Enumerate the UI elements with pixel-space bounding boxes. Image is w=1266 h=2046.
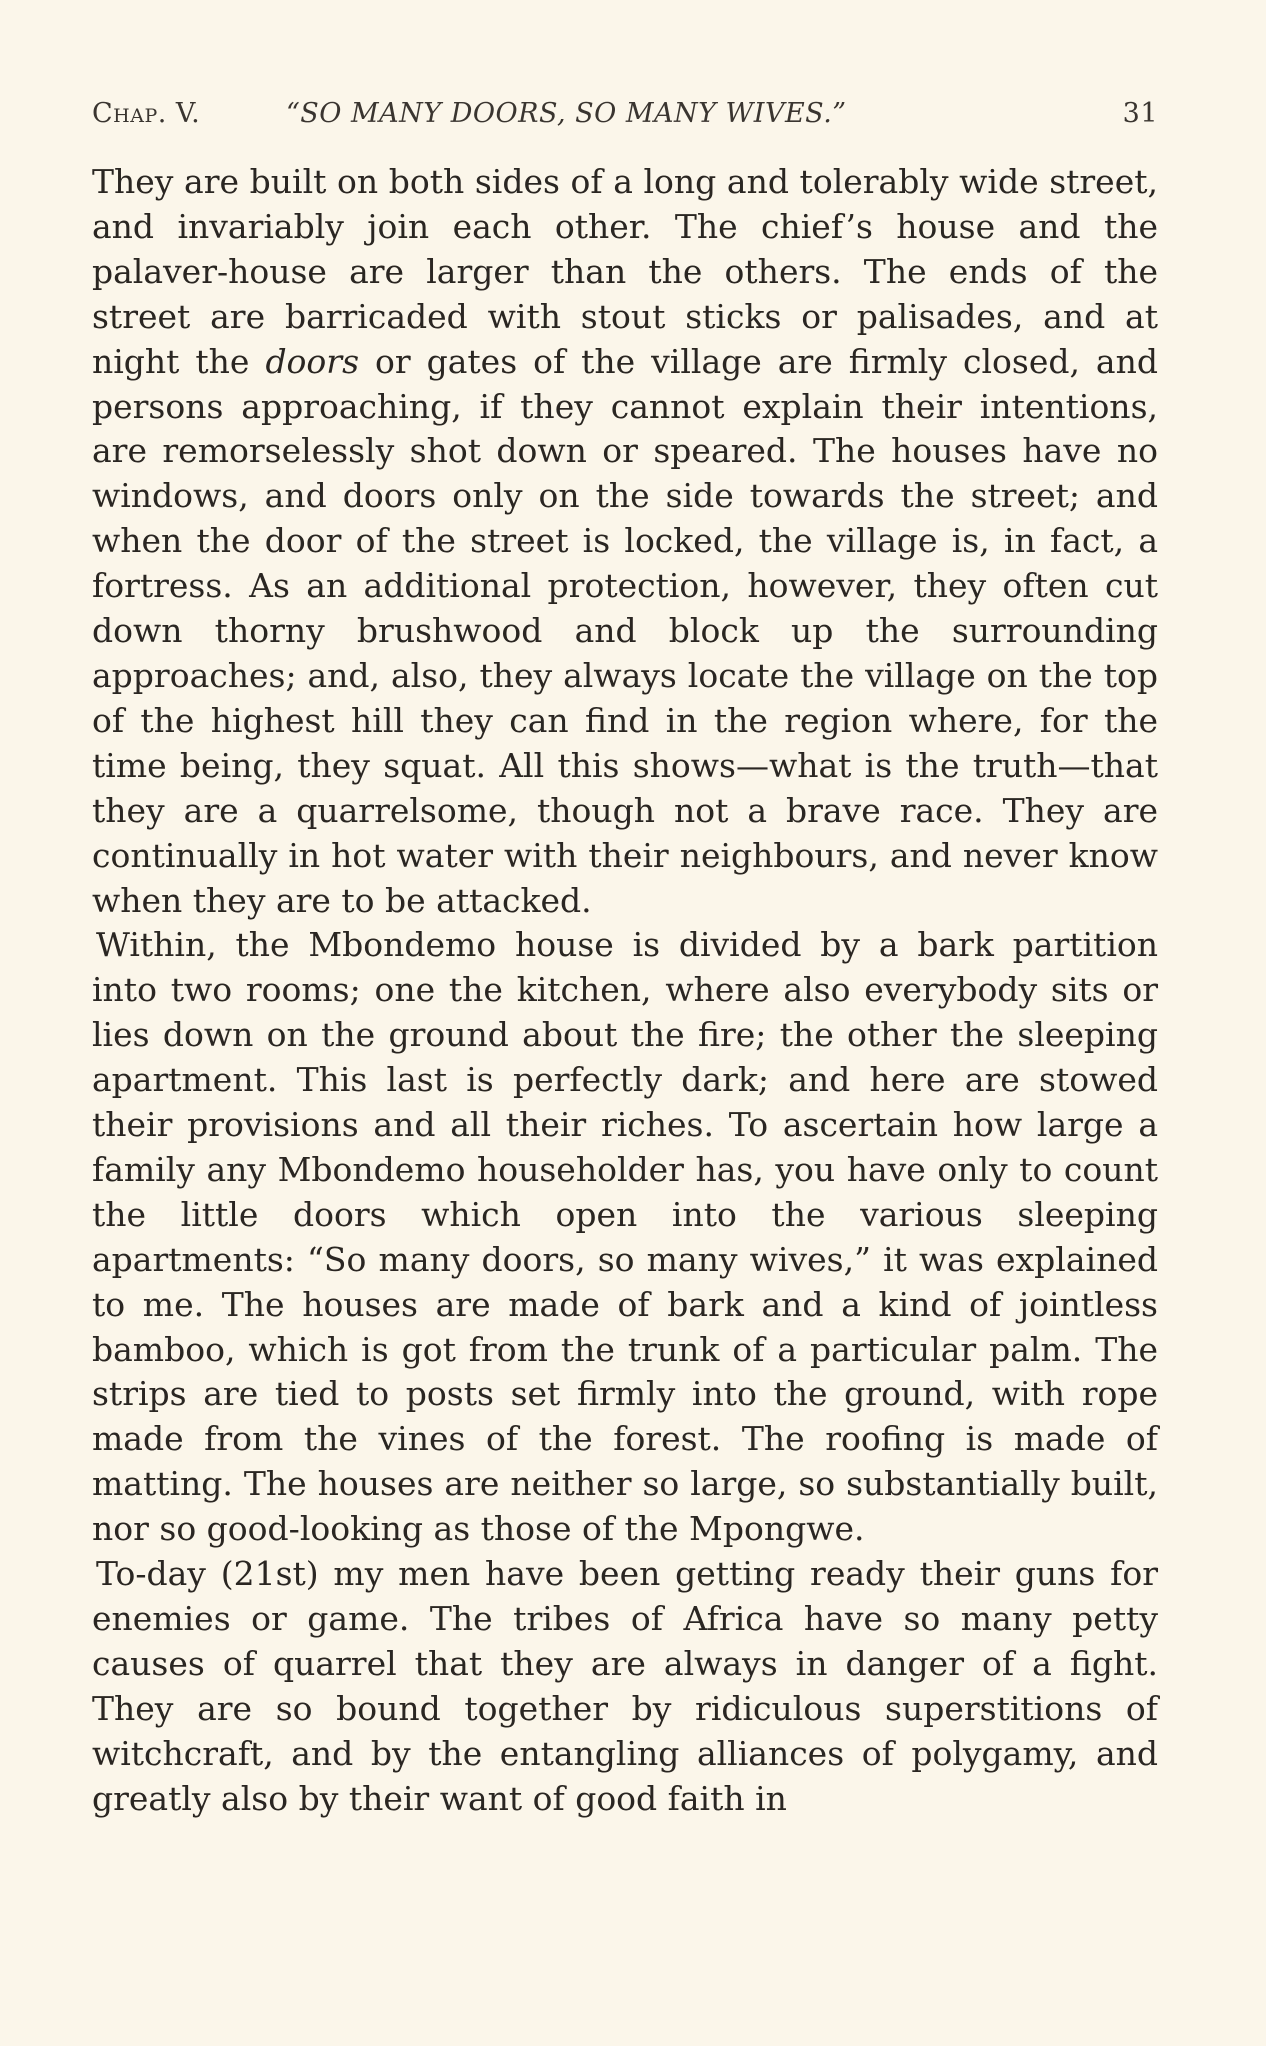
page-number: 31 xyxy=(1122,98,1158,129)
paragraph-3: To-day (21st) my men have been getting ready their guns for enemies or game. The tribes of Africa have so many petty causes of quarrel that they are always in danger of a fight. They are so bound together by ridiculous superstitions of witchcraft, and by the entangling alliances of polygamy, and greatly also by their want of good faith in xyxy=(92,1554,1158,1818)
book-page xyxy=(92,92,1158,1822)
emphasis-doors: doors xyxy=(265,341,360,381)
running-title: “SO MANY DOORS, SO MANY WIVES.” xyxy=(286,98,847,129)
paragraph-1-part-2: or gates of the village are firmly closed, and persons approaching, if they cannot explain their intentions, are remorselessly shot down or speared. The houses have no windows, and doors only on the side towards the street; and when the door of the street is locked, the village is, in fact, a fortress. As an additional protection, however, they often cut down thorny brushwood and block up the surrounding approaches; and, also, they always locate the village on the top of the highest hill they can find in the region where, for the time being, they squat. All this shows—what is the truth—that they are a quarrelsome, though not a brave race. They are continually in hot water with their neighbours, and never know when they are to be attacked. xyxy=(92,341,1158,920)
chapter-label: Chap. V. xyxy=(92,98,201,129)
running-header xyxy=(92,92,1158,142)
paragraph-1-part-1: They are built on both sides of a long and tolerably wide street, and invariably join each other. The chief’s house and the palaver-house are larger than the others. The ends of the street are barricaded with stout sticks or palisades, and at night the xyxy=(92,162,1158,381)
paragraph-2: Within, the Mbondemo house is divided by a bark partition into two rooms; one the kitchen, where also everybody sits or lies down on the ground about the fire; the other the sleeping apartment. This last is perfectly dark; and here are stowed their provisions and all their riches. To ascertain how large a family any Mbondemo householder has, you have only to count the little doors which open into the various sleeping apartments: “So many doors, so many wives,” it was explained to me. The houses are made of bark and a kind of jointless bamboo, which is got from the trunk of a particular palm. The strips are tied to posts set firmly into the ground, with rope made from the vines of the forest. The roofing is made of matting. The houses are neither so large, so substantially built, nor so good-looking as those of the Mpongwe. xyxy=(92,925,1158,1549)
paragraph-1 xyxy=(92,160,1158,923)
body-text xyxy=(92,160,1158,1822)
